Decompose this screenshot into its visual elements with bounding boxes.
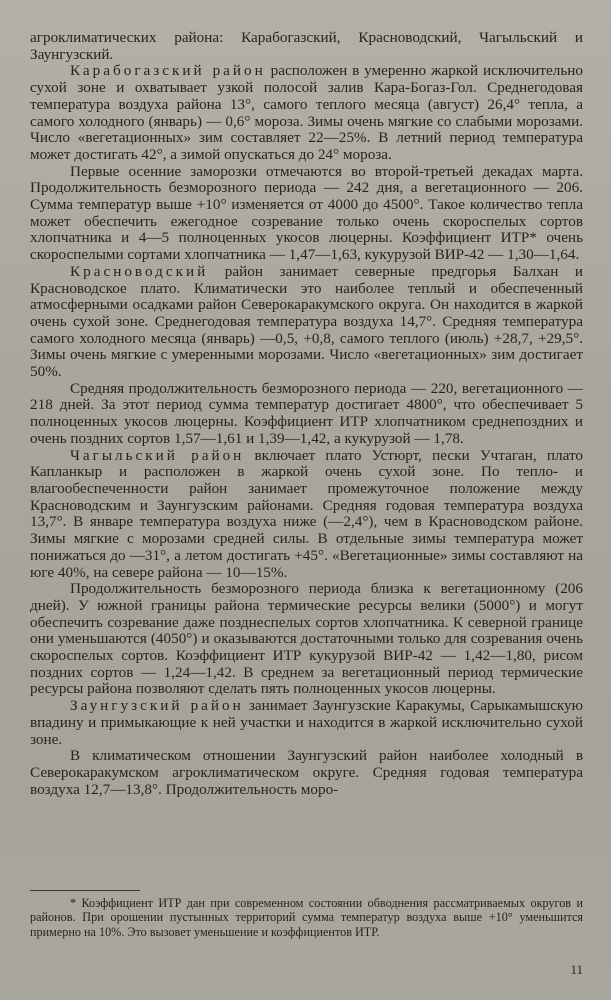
paragraph	[30, 381, 583, 448]
body-text	[30, 30, 583, 798]
district-name: Чагыльский район	[70, 446, 245, 464]
paragraph-text: В климатическом отношении Заунгузский район наиболее холодный в Северокаракумском агроклиматическом округе. Средняя годовая температура воздуха 12,7—13,8°. Продолжительность моро-	[30, 747, 583, 798]
paragraph-text: занимает Заунгузские Каракумы, Сарыкамышскую впадину и примыкающие к ней участки и находится в жаркой исключительно сухой зоне.	[30, 697, 583, 748]
paragraph-text: Первые осенние заморозки отмечаются во второй-третьей декадах марта. Продолжительность безморозного периода — 242 дня, а вегетационного — 206. Сумма температур выше +10° изменяется от 4000 до 4500°. Такое количество тепла может обеспечить ежегодное созревание только очень скороспелых сортов хлопчатника и 4—5 полноценных укосов люцерны. Коэффициент ИТР* очень скороспелыми сортами хлопчатника — 1,47—1,63, кукурузой ВИР-42 — 1,30—1,64.	[30, 162, 583, 264]
district-name: Заунгузский район	[70, 697, 244, 715]
paragraph	[30, 698, 583, 748]
paragraph-text: включает плато Устюрт, пески Учтаган, плато Капланкыр и расположен в жаркой очень сухой зоне. По тепло- и влагообеспеченности район занимает промежуточное положение между Красноводским и Заунгузским районами. Средняя годовая температура воздуха 13,7°. В январе температура воздуха ниже (—2,4°), чем в Красноводском районе. Зимы мягкие с морозами средней силы. В отдельные зимы температура может понижаться до —31°, а летом достигать +45°. «Вегетационные» зимы составляют на юге 40%, на севере района — 10—15%.	[30, 446, 583, 581]
paragraph	[30, 581, 583, 698]
paragraph-text: расположен в умеренно жаркой исключительно сухой зоне и охватывает узкой полосой залив Кара-Богаз-Гол. Среднегодовая температура воздуха района 13°, самого теплого месяца (август) 26,4° тепла, а самого холодного (январь) — 0,6° мороза. Зимы очень мягкие со слабыми морозами. Число «вегетационных» зим составляет 22—25%. В летний период температура может достигать 42°, а зимой опускаться до 24° мороза.	[30, 62, 583, 163]
footnote: * Коэффициент ИТР дан при современном состоянии обводнения рассматриваемых округов и районов. При орошении пустынных территорий сумма температур воздуха выше +10° уменьшится примерно на 10%. Это вызовет уменьшение и коэффициентов ИТР.	[30, 896, 583, 939]
paragraph	[30, 30, 583, 63]
footnote-rule	[30, 890, 140, 891]
paragraph-text: Средняя продолжительность безморозного периода — 220, вегетационного — 218 дней. За этот период сумма температур достигает 4800°, что обеспечивает 5 полноценных укосов люцерны. Коэффициент ИТР хлопчатником среднепоздних и очень поздних сортов 1,57—1,61 и 1,39—1,42, а кукурузой — 1,78.	[30, 379, 583, 447]
paragraph-text: агроклиматических района: Карабогазский, Красноводский, Чагыльский и Заунгузский.	[30, 29, 583, 63]
paragraph	[30, 164, 583, 264]
district-name: Карабогазский район	[70, 62, 266, 80]
district-name: Красноводский	[70, 262, 209, 280]
page-number: 11	[570, 962, 583, 977]
paragraph	[30, 448, 583, 582]
paragraph-text: Продолжительность безморозного периода близка к вегетационному (206 дней). У южной границы района термические ресурсы велики (5000°) и могут обеспечить созревание даже позднеспелых сортов хлопчатника. К северной границе они уменьшаются (4050°) и оказываются достаточными только для созревания очень скороспелых сортов. Коэффициент ИТР кукурузой ВИР-42 — 1,42—1,80, рисом поздних сортов — 1,24—1,42. В среднем за вегетационный период термические ресурсы района позволяют сделать пять полноценных укосов люцерны.	[30, 580, 583, 698]
paragraph-text: район занимает северные предгорья Балхан и Красноводское плато. Климатически это наиболее теплый и обеспеченный атмосферными осадками район Северокаракумского округа. Он находится в жаркой очень сухой зоне. Среднегодовая температура воздуха 14,7°. Средняя температура самого холодного месяца (январь) —0,5, +0,8, самого теплого (июль) +28,7, +29,5°. Зимы очень мягкие с умеренными морозами. Число «вегетационных» зим достигает 50%.	[30, 262, 583, 381]
paragraph	[30, 63, 583, 163]
paragraph	[30, 748, 583, 798]
paragraph	[30, 264, 583, 381]
